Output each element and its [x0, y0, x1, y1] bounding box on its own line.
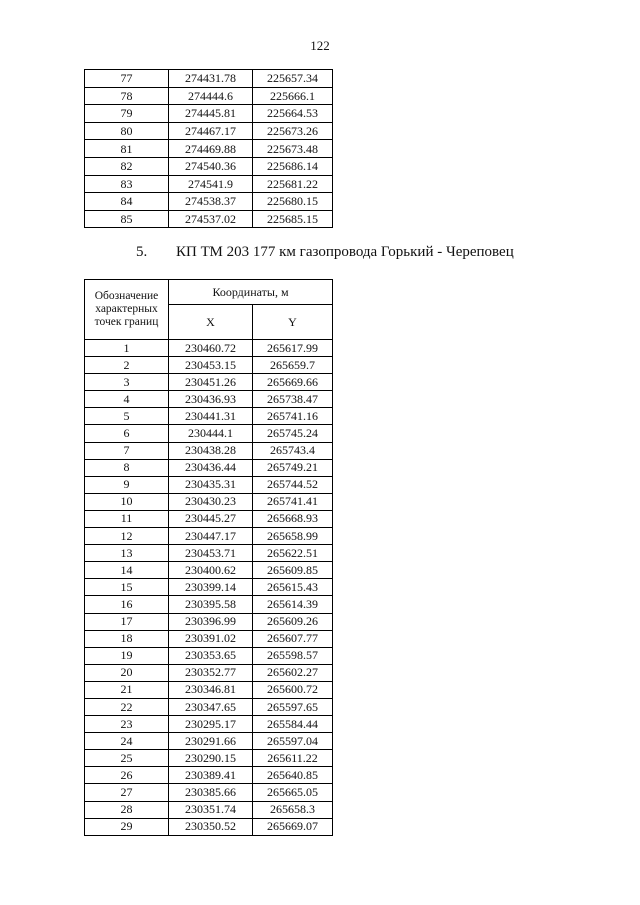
table-row [85, 716, 333, 733]
coord-x: 274537.02 [169, 210, 253, 228]
coord-x: 230453.15 [169, 357, 253, 374]
coord-y: 265665.05 [253, 784, 333, 801]
point-number: 19 [85, 647, 169, 664]
table-row [85, 105, 333, 123]
coord-y: 225685.15 [253, 210, 333, 228]
coord-x: 230347.65 [169, 698, 253, 715]
point-number: 81 [85, 140, 169, 158]
point-number: 27 [85, 784, 169, 801]
table2-header-row [85, 280, 333, 305]
table-row [85, 340, 333, 357]
header-point-label: Обозначение характерных точек границ [85, 280, 169, 340]
table2-header [85, 280, 333, 340]
coord-x: 230453.71 [169, 545, 253, 562]
coordinates-table-continued [84, 69, 333, 228]
coord-x: 230436.93 [169, 391, 253, 408]
coord-x: 230395.58 [169, 596, 253, 613]
coord-y: 265598.57 [253, 647, 333, 664]
header-y: Y [253, 305, 333, 340]
coord-x: 230290.15 [169, 750, 253, 767]
table-row [85, 157, 333, 175]
coord-x: 274445.81 [169, 105, 253, 123]
coord-y: 265741.41 [253, 493, 333, 510]
coord-y: 265597.04 [253, 733, 333, 750]
table-row [85, 613, 333, 630]
coord-y: 265743.4 [253, 442, 333, 459]
coord-y: 265744.52 [253, 476, 333, 493]
coord-x: 230441.31 [169, 408, 253, 425]
coord-x: 230399.14 [169, 579, 253, 596]
coord-y: 225666.1 [253, 87, 333, 105]
coord-x: 230445.27 [169, 510, 253, 527]
point-number: 18 [85, 630, 169, 647]
point-number: 16 [85, 596, 169, 613]
point-number: 8 [85, 459, 169, 476]
coord-y: 225680.15 [253, 193, 333, 211]
point-number: 85 [85, 210, 169, 228]
coord-x: 274467.17 [169, 122, 253, 140]
table-row [85, 630, 333, 647]
coord-x: 230444.1 [169, 425, 253, 442]
table-row [85, 528, 333, 545]
coordinates-table [84, 279, 333, 836]
point-number: 6 [85, 425, 169, 442]
coord-x: 230436.44 [169, 459, 253, 476]
coord-x: 230385.66 [169, 784, 253, 801]
point-number: 11 [85, 510, 169, 527]
point-number: 78 [85, 87, 169, 105]
table-row [85, 374, 333, 391]
table-row [85, 493, 333, 510]
coord-y: 265669.66 [253, 374, 333, 391]
coord-y: 265659.7 [253, 357, 333, 374]
coord-y: 265614.39 [253, 596, 333, 613]
point-number: 7 [85, 442, 169, 459]
coord-x: 230353.65 [169, 647, 253, 664]
table-row [85, 698, 333, 715]
coord-y: 265749.21 [253, 459, 333, 476]
point-number: 3 [85, 374, 169, 391]
point-number: 82 [85, 157, 169, 175]
coord-y: 265602.27 [253, 664, 333, 681]
point-number: 22 [85, 698, 169, 715]
point-number: 26 [85, 767, 169, 784]
coord-x: 274540.36 [169, 157, 253, 175]
point-number: 1 [85, 340, 169, 357]
point-number: 14 [85, 562, 169, 579]
point-number: 79 [85, 105, 169, 123]
table-row [85, 87, 333, 105]
table-row [85, 596, 333, 613]
table-row [85, 140, 333, 158]
coord-y: 225673.48 [253, 140, 333, 158]
point-number: 21 [85, 681, 169, 698]
point-number: 2 [85, 357, 169, 374]
table-row [85, 442, 333, 459]
coord-y: 265600.72 [253, 681, 333, 698]
header-x: X [169, 305, 253, 340]
coord-y: 265584.44 [253, 716, 333, 733]
coord-y: 265609.26 [253, 613, 333, 630]
table-row [85, 193, 333, 211]
table-row [85, 408, 333, 425]
point-number: 5 [85, 408, 169, 425]
coord-y: 265658.3 [253, 801, 333, 818]
table-row [85, 476, 333, 493]
coord-x: 230346.81 [169, 681, 253, 698]
point-number: 25 [85, 750, 169, 767]
point-number: 28 [85, 801, 169, 818]
table-row [85, 733, 333, 750]
point-number: 24 [85, 733, 169, 750]
point-number: 80 [85, 122, 169, 140]
table-row [85, 175, 333, 193]
table-row [85, 664, 333, 681]
coord-x: 274469.88 [169, 140, 253, 158]
point-number: 20 [85, 664, 169, 681]
coord-x: 230396.99 [169, 613, 253, 630]
coord-y: 225681.22 [253, 175, 333, 193]
table-row [85, 210, 333, 228]
table-row [85, 459, 333, 476]
coord-x: 230352.77 [169, 664, 253, 681]
coord-x: 274538.37 [169, 193, 253, 211]
coord-y: 225686.14 [253, 157, 333, 175]
section-number: 5. [136, 244, 148, 260]
coord-x: 230435.31 [169, 476, 253, 493]
coord-x: 230389.41 [169, 767, 253, 784]
table-row [85, 391, 333, 408]
coord-y: 265668.93 [253, 510, 333, 527]
table-row [85, 122, 333, 140]
point-number: 77 [85, 70, 169, 88]
table-row [85, 784, 333, 801]
coord-y: 265669.07 [253, 818, 333, 835]
coord-y: 265622.51 [253, 545, 333, 562]
coord-x: 230291.66 [169, 733, 253, 750]
coord-y: 265738.47 [253, 391, 333, 408]
point-number: 23 [85, 716, 169, 733]
point-number: 9 [85, 476, 169, 493]
coord-x: 230400.62 [169, 562, 253, 579]
table-row [85, 425, 333, 442]
coord-x: 230295.17 [169, 716, 253, 733]
point-number: 17 [85, 613, 169, 630]
coord-y: 265609.85 [253, 562, 333, 579]
coord-y: 265745.24 [253, 425, 333, 442]
point-number: 84 [85, 193, 169, 211]
coord-x: 230350.52 [169, 818, 253, 835]
coord-y: 265607.77 [253, 630, 333, 647]
coord-y: 265615.43 [253, 579, 333, 596]
table2-body [85, 340, 333, 836]
coord-x: 230351.74 [169, 801, 253, 818]
table-row [85, 545, 333, 562]
table-row [85, 579, 333, 596]
coord-x: 230451.26 [169, 374, 253, 391]
table-row [85, 681, 333, 698]
section-heading [136, 244, 514, 261]
coord-y: 265741.16 [253, 408, 333, 425]
coord-x: 230430.23 [169, 493, 253, 510]
point-number: 83 [85, 175, 169, 193]
coord-y: 225664.53 [253, 105, 333, 123]
table-row [85, 767, 333, 784]
table-row [85, 801, 333, 818]
point-number: 12 [85, 528, 169, 545]
point-number: 10 [85, 493, 169, 510]
point-number: 15 [85, 579, 169, 596]
page-number: 122 [310, 38, 330, 53]
coord-y: 265597.65 [253, 698, 333, 715]
table-row [85, 510, 333, 527]
table-row [85, 647, 333, 664]
coord-y: 225657.34 [253, 70, 333, 88]
coord-x: 274431.78 [169, 70, 253, 88]
point-number: 4 [85, 391, 169, 408]
table1-body [85, 70, 333, 228]
table-row [85, 750, 333, 767]
coord-y: 265617.99 [253, 340, 333, 357]
coord-x: 274541.9 [169, 175, 253, 193]
coord-x: 230391.02 [169, 630, 253, 647]
coord-x: 230438.28 [169, 442, 253, 459]
header-coordinates: Координаты, м [169, 280, 333, 305]
coord-y: 225673.26 [253, 122, 333, 140]
coord-x: 230447.17 [169, 528, 253, 545]
table-row [85, 562, 333, 579]
section-title: КП ТМ 203 177 км газопровода Горький - Череповец [176, 244, 514, 260]
point-number: 13 [85, 545, 169, 562]
coord-y: 265658.99 [253, 528, 333, 545]
table-row [85, 70, 333, 88]
coord-x: 230460.72 [169, 340, 253, 357]
table-row [85, 357, 333, 374]
table-row [85, 818, 333, 835]
point-number: 29 [85, 818, 169, 835]
coord-y: 265640.85 [253, 767, 333, 784]
coord-y: 265611.22 [253, 750, 333, 767]
coord-x: 274444.6 [169, 87, 253, 105]
